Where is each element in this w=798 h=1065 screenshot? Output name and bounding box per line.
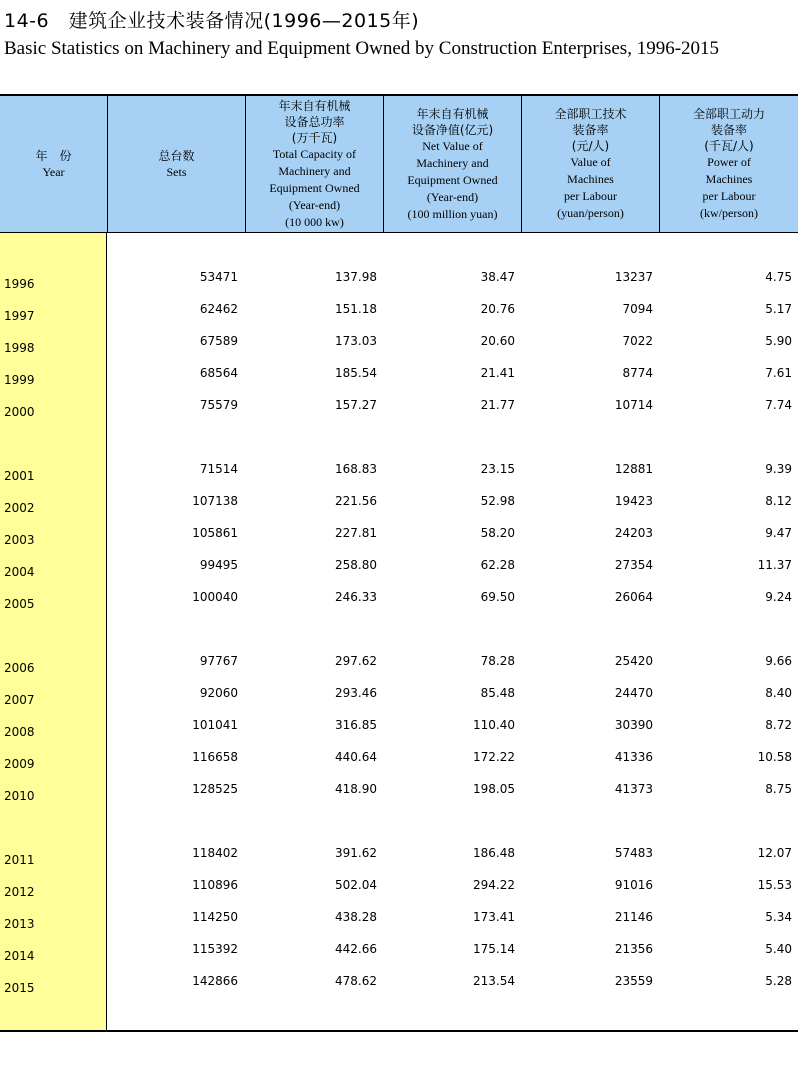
capacity-cell: 173.03 xyxy=(335,334,377,348)
table-row xyxy=(0,686,798,706)
value-per-labour-cell: 10714 xyxy=(614,398,653,412)
sets-cell: 107138 xyxy=(192,494,238,508)
capacity-cell: 227.81 xyxy=(335,526,377,540)
table-row xyxy=(0,878,798,898)
value-per-labour-cell: 57483 xyxy=(614,846,653,860)
header-year-en: Year xyxy=(42,164,65,179)
value-per-labour-cell: 41373 xyxy=(614,782,653,796)
net-value-cell: 175.14 xyxy=(473,942,515,956)
header-power-per-labour-cn: 全部职工动力 装备率 (千瓦/人) xyxy=(692,107,765,153)
table-title-english: Basic Statistics on Machinery and Equipment Owned by Construction Enterprises, 1996-2015 xyxy=(4,38,720,59)
power-per-labour-cell: 15.53 xyxy=(757,878,792,892)
net-value-cell: 69.50 xyxy=(480,590,515,604)
power-per-labour-cell: 8.75 xyxy=(765,782,792,796)
net-value-cell: 213.54 xyxy=(473,974,515,988)
table-header xyxy=(0,96,798,233)
header-power-per-labour xyxy=(660,96,798,232)
capacity-cell: 151.18 xyxy=(335,302,377,316)
net-value-cell: 38.47 xyxy=(480,270,515,284)
power-per-labour-cell: 5.34 xyxy=(765,910,792,924)
table-row xyxy=(0,398,798,418)
table-row xyxy=(0,718,798,738)
capacity-cell: 221.56 xyxy=(335,494,377,508)
table-row xyxy=(0,590,798,610)
header-value-per-labour-cn: 全部职工技术 装备率 (元/人) xyxy=(554,107,627,153)
sets-cell: 100040 xyxy=(192,590,238,604)
capacity-cell: 442.66 xyxy=(335,942,377,956)
power-per-labour-cell: 4.75 xyxy=(765,270,792,284)
year-cell: 2012 xyxy=(4,885,35,899)
sets-cell: 92060 xyxy=(199,686,238,700)
table-row xyxy=(0,494,798,514)
net-value-cell: 110.40 xyxy=(473,718,515,732)
capacity-cell: 391.62 xyxy=(335,846,377,860)
value-per-labour-cell: 24203 xyxy=(614,526,653,540)
value-per-labour-cell: 25420 xyxy=(614,654,653,668)
table-row xyxy=(0,462,798,482)
table-row xyxy=(0,334,798,354)
year-cell: 2013 xyxy=(4,917,35,931)
value-per-labour-cell: 41336 xyxy=(614,750,653,764)
net-value-cell: 21.41 xyxy=(480,366,515,380)
sets-cell: 110896 xyxy=(192,878,238,892)
sets-cell: 114250 xyxy=(192,910,238,924)
year-cell: 2008 xyxy=(4,725,35,739)
power-per-labour-cell: 9.39 xyxy=(765,462,792,476)
header-sets-en: Sets xyxy=(166,164,187,179)
sets-cell: 62462 xyxy=(199,302,238,316)
value-per-labour-cell: 21146 xyxy=(614,910,653,924)
year-cell: 2007 xyxy=(4,693,35,707)
table-row xyxy=(0,910,798,930)
header-net-value-cn: 年末自有机械 设备净值(亿元) xyxy=(411,106,494,137)
value-per-labour-cell: 21356 xyxy=(614,942,653,956)
value-per-labour-cell: 7094 xyxy=(622,302,653,316)
header-net-value-en: Net Value of Machinery and Equipment Owned (Year-end) (100 million yuan) xyxy=(407,138,498,221)
value-per-labour-cell: 23559 xyxy=(614,974,653,988)
year-cell: 2000 xyxy=(4,405,35,419)
table-row xyxy=(0,654,798,674)
year-cell: 2004 xyxy=(4,565,35,579)
value-per-labour-cell: 19423 xyxy=(614,494,653,508)
power-per-labour-cell: 5.90 xyxy=(765,334,792,348)
capacity-cell: 137.98 xyxy=(335,270,377,284)
year-cell: 2006 xyxy=(4,661,35,675)
header-power-per-labour-en: Power of Machines per Labour (kw/person) xyxy=(700,155,758,220)
power-per-labour-cell: 8.40 xyxy=(765,686,792,700)
capacity-cell: 316.85 xyxy=(335,718,377,732)
year-cell: 1996 xyxy=(4,277,35,291)
net-value-cell: 186.48 xyxy=(473,846,515,860)
power-per-labour-cell: 7.61 xyxy=(765,366,792,380)
sets-cell: 75579 xyxy=(199,398,238,412)
value-per-labour-cell: 26064 xyxy=(614,590,653,604)
capacity-cell: 246.33 xyxy=(335,590,377,604)
power-per-labour-cell: 5.28 xyxy=(765,974,792,988)
header-total-capacity-en: Total Capacity of Machinery and Equipment Owned (Year-end) (10 000 kw) xyxy=(269,146,360,229)
power-per-labour-cell: 12.07 xyxy=(757,846,792,860)
power-per-labour-cell: 9.66 xyxy=(765,654,792,668)
header-value-per-labour-en: Value of Machines per Labour (yuan/person) xyxy=(557,155,624,220)
header-sets xyxy=(108,96,246,232)
value-per-labour-cell: 12881 xyxy=(614,462,653,476)
capacity-cell: 478.62 xyxy=(335,974,377,988)
sets-cell: 116658 xyxy=(192,750,238,764)
power-per-labour-cell: 9.47 xyxy=(765,526,792,540)
table-row xyxy=(0,270,798,290)
header-year xyxy=(0,96,108,232)
value-per-labour-cell: 30390 xyxy=(614,718,653,732)
year-cell: 2011 xyxy=(4,853,35,867)
header-net-value xyxy=(384,96,522,232)
value-per-labour-cell: 7022 xyxy=(622,334,653,348)
power-per-labour-cell: 5.17 xyxy=(765,302,792,316)
power-per-labour-cell: 10.58 xyxy=(757,750,792,764)
value-per-labour-cell: 91016 xyxy=(614,878,653,892)
table-row xyxy=(0,942,798,962)
year-cell: 2010 xyxy=(4,789,35,803)
value-per-labour-cell: 8774 xyxy=(622,366,653,380)
year-cell: 1998 xyxy=(4,341,35,355)
net-value-cell: 21.77 xyxy=(480,398,515,412)
table-row xyxy=(0,782,798,802)
value-per-labour-cell: 24470 xyxy=(614,686,653,700)
header-total-capacity-cn: 年末自有机械 设备总功率 (万千瓦) xyxy=(278,98,351,145)
statistics-table xyxy=(0,94,798,1032)
net-value-cell: 172.22 xyxy=(473,750,515,764)
net-value-cell: 58.20 xyxy=(480,526,515,540)
net-value-cell: 20.76 xyxy=(480,302,515,316)
value-per-labour-cell: 13237 xyxy=(614,270,653,284)
net-value-cell: 198.05 xyxy=(473,782,515,796)
header-value-per-labour xyxy=(522,96,660,232)
year-cell: 2015 xyxy=(4,981,35,995)
net-value-cell: 173.41 xyxy=(473,910,515,924)
year-cell: 1997 xyxy=(4,309,35,323)
net-value-cell: 85.48 xyxy=(480,686,515,700)
capacity-cell: 297.62 xyxy=(335,654,377,668)
year-cell: 2005 xyxy=(4,597,35,611)
power-per-labour-cell: 8.12 xyxy=(765,494,792,508)
capacity-cell: 258.80 xyxy=(335,558,377,572)
year-cell: 2002 xyxy=(4,501,35,515)
net-value-cell: 23.15 xyxy=(480,462,515,476)
capacity-cell: 418.90 xyxy=(335,782,377,796)
sets-cell: 115392 xyxy=(192,942,238,956)
sets-cell: 118402 xyxy=(192,846,238,860)
table-bottom-rule xyxy=(0,1030,798,1032)
power-per-labour-cell: 5.40 xyxy=(765,942,792,956)
table-row xyxy=(0,302,798,322)
table-row xyxy=(0,366,798,386)
table-row xyxy=(0,526,798,546)
year-cell: 2003 xyxy=(4,533,35,547)
header-sets-cn: 总台数 xyxy=(158,148,195,163)
net-value-cell: 294.22 xyxy=(473,878,515,892)
year-cell: 2009 xyxy=(4,757,35,771)
capacity-cell: 168.83 xyxy=(335,462,377,476)
capacity-cell: 157.27 xyxy=(335,398,377,412)
sets-cell: 53471 xyxy=(199,270,238,284)
value-per-labour-cell: 27354 xyxy=(614,558,653,572)
sets-cell: 71514 xyxy=(199,462,238,476)
sets-cell: 67589 xyxy=(199,334,238,348)
capacity-cell: 438.28 xyxy=(335,910,377,924)
sets-cell: 68564 xyxy=(199,366,238,380)
sets-cell: 101041 xyxy=(192,718,238,732)
year-cell: 2014 xyxy=(4,949,35,963)
table-row xyxy=(0,750,798,770)
sets-cell: 97767 xyxy=(199,654,238,668)
sets-cell: 142866 xyxy=(192,974,238,988)
power-per-labour-cell: 9.24 xyxy=(765,590,792,604)
capacity-cell: 502.04 xyxy=(335,878,377,892)
sets-cell: 128525 xyxy=(192,782,238,796)
table-row xyxy=(0,974,798,994)
capacity-cell: 185.54 xyxy=(335,366,377,380)
table-row xyxy=(0,846,798,866)
net-value-cell: 62.28 xyxy=(480,558,515,572)
net-value-cell: 52.98 xyxy=(480,494,515,508)
net-value-cell: 20.60 xyxy=(480,334,515,348)
power-per-labour-cell: 7.74 xyxy=(765,398,792,412)
table-row xyxy=(0,558,798,578)
header-total-capacity xyxy=(246,96,384,232)
power-per-labour-cell: 11.37 xyxy=(757,558,792,572)
table-title-chinese: 14-6 建筑企业技术装备情况(1996—2015年) xyxy=(4,10,420,32)
year-cell: 1999 xyxy=(4,373,35,387)
capacity-cell: 440.64 xyxy=(335,750,377,764)
sets-cell: 99495 xyxy=(199,558,238,572)
power-per-labour-cell: 8.72 xyxy=(765,718,792,732)
header-year-cn: 年 份 xyxy=(35,148,72,163)
capacity-cell: 293.46 xyxy=(335,686,377,700)
net-value-cell: 78.28 xyxy=(480,654,515,668)
year-cell: 2001 xyxy=(4,469,35,483)
sets-cell: 105861 xyxy=(192,526,238,540)
